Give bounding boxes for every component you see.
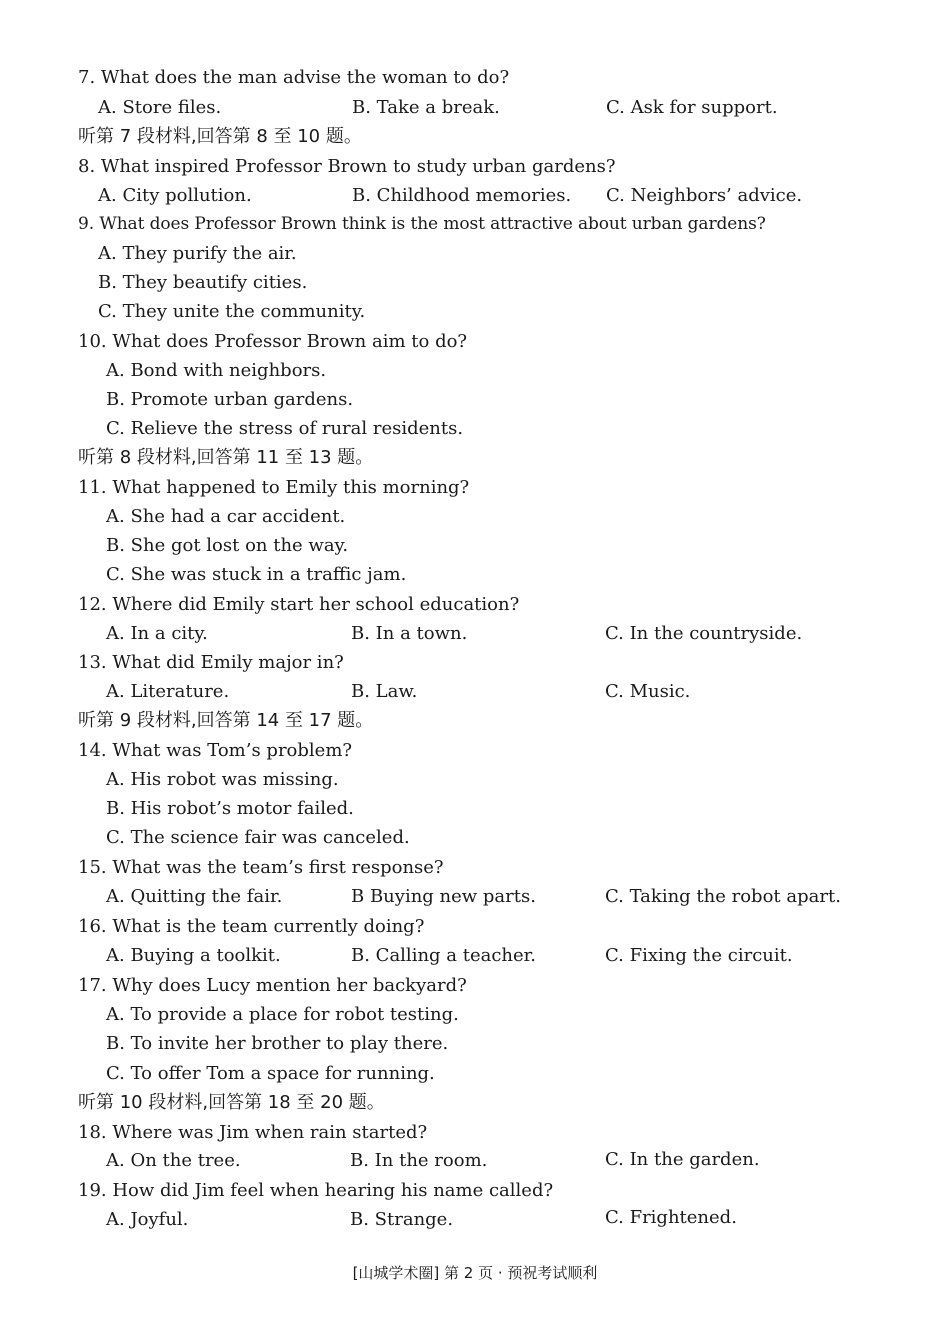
question-9-option-c: C. They unite the community. [98,301,366,322]
question-9-option-b: B. They beautify cities. [98,272,308,293]
question-9-option-a: A. They purify the air. [98,243,297,264]
question-17-stem: 17. Why does Lucy mention her backyard? [78,975,467,996]
question-13-option-c: C. Music. [605,681,691,702]
question-15-option-a: A. Quitting the fair. [106,886,283,907]
question-11-stem: 11. What happened to Emily this morning? [78,477,470,498]
question-18-stem: 18. Where was Jim when rain started? [78,1122,428,1143]
question-17-option-b: B. To invite her brother to play there. [106,1033,449,1054]
question-10-option-a: A. Bond with neighbors. [106,360,327,381]
question-14-option-b: B. His robot’s motor failed. [106,798,354,819]
question-12-stem: 12. Where did Emily start her school education? [78,594,520,615]
question-11-option-c: C. She was stuck in a traffic jam. [106,564,407,585]
question-15-stem: 15. What was the team’s first response? [78,857,444,878]
question-10-option-b: B. Promote urban gardens. [106,389,354,410]
question-12-option-c: C. In the countryside. [605,623,803,644]
question-14-stem: 14. What was Tom’s problem? [78,740,353,761]
question-13-option-b: B. Law. [351,681,418,702]
question-19-option-b: B. Strange. [350,1209,454,1230]
question-19-option-c: C. Frightened. [605,1207,737,1228]
question-16-option-c: C. Fixing the circuit. [605,945,793,966]
question-8-option-c: C. Neighbors’ advice. [606,185,803,206]
section-heading-8: 听第 8 段材料,回答第 11 至 13 题。 [78,447,374,468]
question-11-option-b: B. She got lost on the way. [106,535,349,556]
question-18-option-c: C. In the garden. [605,1149,760,1170]
question-13-option-a: A. Literature. [106,681,230,702]
question-12-option-b: B. In a town. [351,623,468,644]
question-18-option-a: A. On the tree. [106,1150,241,1171]
section-heading-7: 听第 7 段材料,回答第 8 至 10 题。 [78,126,362,147]
question-16-option-b: B. Calling a teacher. [351,945,537,966]
question-18-option-b: B. In the room. [350,1150,488,1171]
question-19-stem: 19. How did Jim feel when hearing his name called? [78,1180,554,1201]
question-17-option-c: C. To offer Tom a space for running. [106,1063,435,1084]
question-8-stem: 8. What inspired Professor Brown to study urban gardens? [78,156,616,177]
question-19-option-a: A. Joyful. [106,1209,189,1230]
question-10-option-c: C. Relieve the stress of rural residents. [106,418,464,439]
question-15-option-c: C. Taking the robot apart. [605,886,841,907]
section-heading-10: 听第 10 段材料,回答第 18 至 20 题。 [78,1092,385,1113]
question-13-stem: 13. What did Emily major in? [78,652,344,673]
question-14-option-c: C. The science fair was canceled. [106,827,410,848]
question-14-option-a: A. His robot was missing. [106,769,339,790]
question-9-stem: 9. What does Professor Brown think is the most attractive about urban gardens? [78,214,766,234]
page-footer: [山城学术圈] 第 2 页 · 预祝考试顺利 [352,1264,598,1282]
question-7-option-b: B. Take a break. [352,97,500,118]
question-7-option-c: C. Ask for support. [606,97,778,118]
question-8-option-a: A. City pollution. [98,185,252,206]
question-16-stem: 16. What is the team currently doing? [78,916,425,937]
question-10-stem: 10. What does Professor Brown aim to do? [78,331,468,352]
question-7-option-a: A. Store files. [98,97,222,118]
question-7-stem: 7. What does the man advise the woman to do? [78,67,510,88]
question-17-option-a: A. To provide a place for robot testing. [106,1004,459,1025]
question-11-option-a: A. She had a car accident. [106,506,346,527]
question-12-option-a: A. In a city. [106,623,208,644]
question-8-option-b: B. Childhood memories. [352,185,572,206]
question-16-option-a: A. Buying a toolkit. [106,945,281,966]
question-15-option-b: B Buying new parts. [351,886,536,907]
section-heading-9: 听第 9 段材料,回答第 14 至 17 题。 [78,710,374,731]
